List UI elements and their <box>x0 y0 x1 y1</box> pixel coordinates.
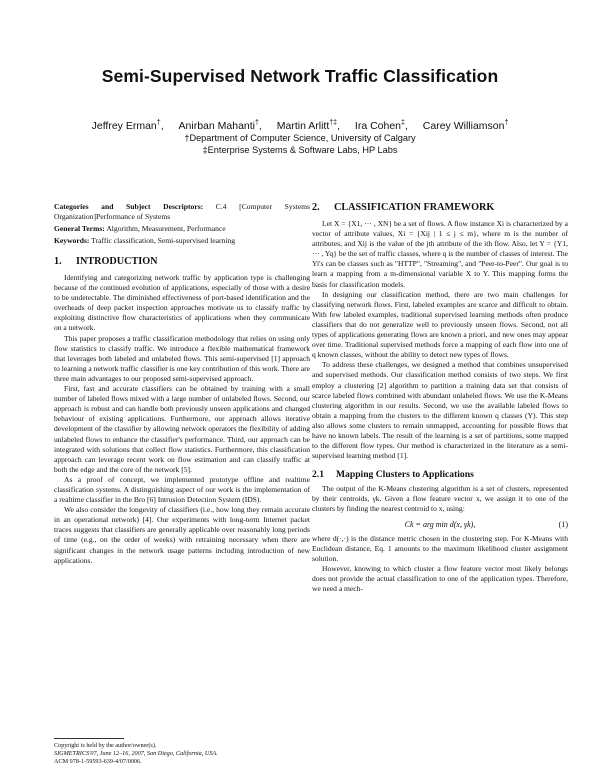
left-column <box>54 202 310 566</box>
paragraph: First, fast and accurate classifiers can be obtained by training with a small number of labeled flows mixed with a large number of unlabeled flows. Second, our approach is robust and can handle both previously unseen applications and changed behaviour of existing applications. Furthermore, our approach allows iterative development of the classifier by allowing network operators the flexibility of adding unlabeled flows to enhance the classifier's performance. Third, our approach can be integrated with solutions that collect flow statistics. Furthermore, this classification approach can leverage recent work on flow estimation and can classify traffic at both the edge and the core of the network [5]. <box>54 384 310 474</box>
categories: Categories and Subject Descriptors: C.4 [Computer Systems Organization]Performance of Systems <box>54 202 310 221</box>
general-terms: General Terms: Algorithm, Measurement, Performance <box>54 224 226 233</box>
author: Jeffrey Erman†, <box>91 119 164 132</box>
affiliation-hp: ‡Enterprise Systems & Software Labs, HP Labs <box>202 145 398 155</box>
paragraph: The output of the K-Means clustering algorithm is a set of clusters, represented by their centroids, γk. Given a flow feature vector x, we assign it to one of the clusters by finding the nearest centroid to x, using: <box>312 484 568 514</box>
section-heading-framework: 2. CLASSIFICATION FRAMEWORK <box>312 202 495 213</box>
paper-title: Semi-Supervised Network Traffic Classification <box>101 66 499 86</box>
paragraph: To address these challenges, we designed a method that combines unsupervised and supervised methods. Our classification method consists of two steps. We first employ a clustering [2] algorithm to partition a training data set that consists of scarce labeled flows combined with abundant unlabeled flows. We use the K-Means clustering algorithm in our results. Second, we use the available labeled flows to obtain a mapping from the clusters to the different known q classes (Y). This step also allows some clusters to remain unmapped, accounting for possible flows that have no known labels. The result of the learning is a set of partitions, some mapped to the different flow types. Our method is characterized in the literature as a semi-supervised learning method [1]. <box>312 360 568 461</box>
keywords: Keywords: Traffic classification, Semi-supervised learning <box>54 236 236 245</box>
author: Ira Cohen‡, <box>354 119 408 132</box>
paragraph: where d(·,·) is the distance metric chosen in the clustering step. For K-Means with Euclidean distance, Eq. 1 amounts to the maximum likelihood cluster assignment solution. <box>312 533 568 563</box>
paragraph: However, knowing to which cluster a flow feature vector most likely belongs does not provide the actual classification to one of the application types. Therefore, we need a mech- <box>312 563 568 593</box>
paragraph: Identifying and categorizing network traffic by application type is challenging because of the continued evolution of applications, especially of those with a desire to be undetectable. The diminished effectiveness of port-based identification and the overheads of deep packet inspection approaches motivate us to classify traffic by exploiting distinctive flow characteristics of applications when they communicate on a network. <box>54 273 310 333</box>
affiliation-calgary: †Department of Computer Science, University of Calgary <box>184 133 416 143</box>
right-column <box>312 202 568 594</box>
mapping-body <box>312 484 568 594</box>
paragraph: We also consider the longevity of classifiers (i.e., how long they remain accurate in an operational network) [4]. Our experiments with long-term Internet packet traces suggests that classifiers are generally applicable over reasonably long periods of time (e.g., on the order of weeks) with retraining necessary when there are significant changes in the network usage patterns including introduction of new applications. <box>54 505 310 565</box>
introduction-body <box>54 273 310 566</box>
equation-number: (1) <box>558 519 568 529</box>
paragraph: Let X = {X1, ··· , XN} be a set of flows. A flow instance Xi is characterized by a vector of attribute values, Xi = {Xij | 1 ≤ j ≤ m}, where m is the number of attributes, and Xij is the value of the jth attribute of the ith flow. Also, let Y = {Y1, ··· , Yq} be the set of traffic classes, where q is the number of classes of interest. The Yi's can be classes such as "HTTP", "Streaming", and "Peer-to-Peer". Our goal is to learn a mapping from a m-dimensional variable X to Y. This mapping forms the basis for classification models. <box>312 219 569 289</box>
copyright-footnote: Copyright is held by the author/owner(s). SIGMETRICS'07, June 12–16, 2007, San Diego, California, USA. ACM 978-1-59593-639-4/07/0006. <box>54 738 310 766</box>
equation-1: Ck = arg min d(x, γk), (1) <box>404 519 568 529</box>
paper-metadata <box>54 202 310 246</box>
section-heading-introduction: 1. INTRODUCTION <box>54 256 158 267</box>
paragraph: This paper proposes a traffic classification methodology that relies on using only flow statistics to classify traffic. We introduce a flexible mathematical framework that leverages both labeled and unlabeled flows. This semi-supervised [1] approach to learning a network traffic classifier is one key contribution of this work. There are three main advantages to our proposed semi-supervised approach. <box>54 333 310 383</box>
author: Anirban Mahanti†, <box>178 119 262 132</box>
paragraph: In designing our classification method, there are two main challenges for classifying network flows. First, labeled examples are scarce and difficult to obtain. With few labeled examples, traditional supervised learning methods often produce classifiers that do not generalize well to previously unseen flows. Second, not all types of applications generating flows are known a priori, and new ones may appear over time. Traditional supervised methods force a mapping of each flow into one of q known classes, without the ability to detect new types of flows. <box>312 289 568 360</box>
framework-body <box>312 219 568 461</box>
footnote-rule <box>54 738 124 739</box>
paragraph: As a proof of concept, we implemented prototype offline and realtime classification systems. A distinguishing aspect of our work is the implementation of a realtime classifier in the Bro [6] Intrusion Detection System (IDS). <box>54 474 310 505</box>
author: Martin Arlitt†‡, <box>276 119 340 132</box>
subsection-heading-mapping: 2.1 Mapping Clusters to Applications <box>312 469 474 481</box>
author: Carey Williamson† <box>422 119 509 132</box>
author-list <box>40 119 560 132</box>
